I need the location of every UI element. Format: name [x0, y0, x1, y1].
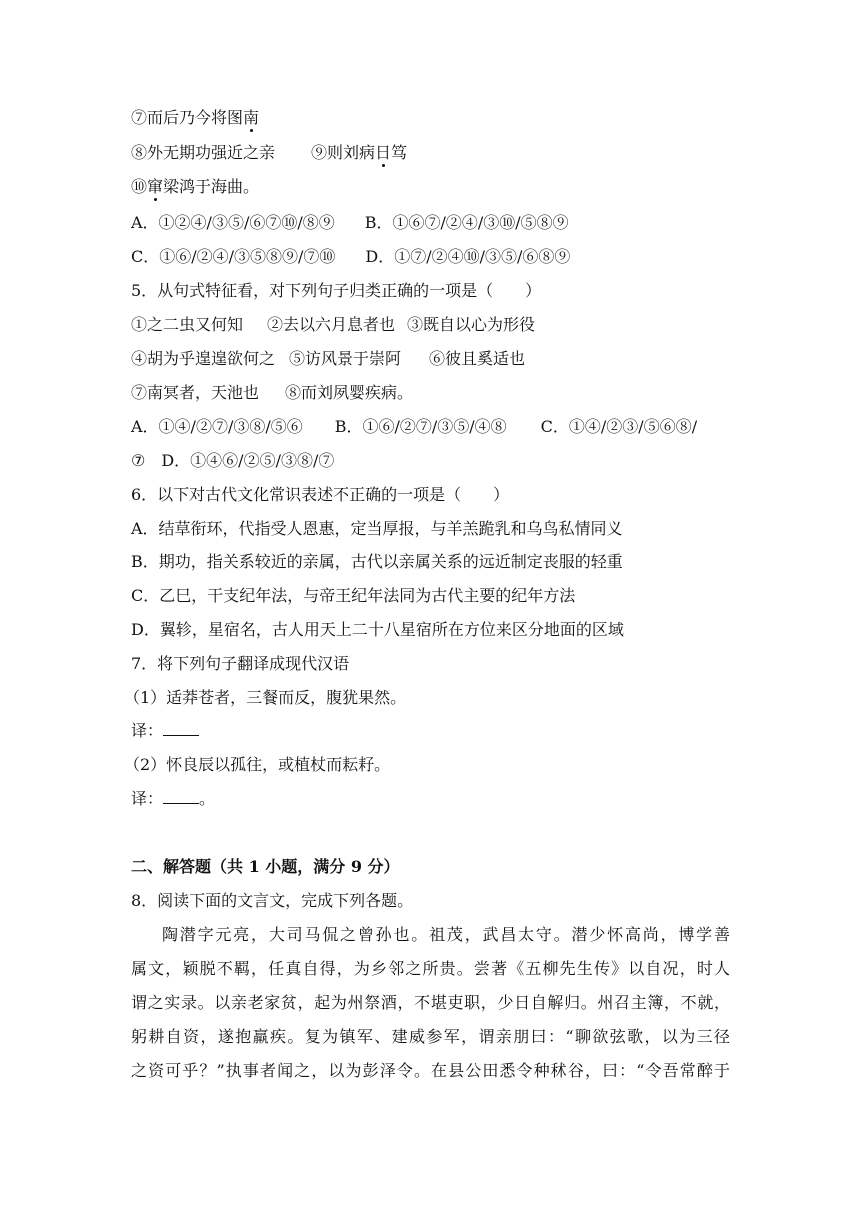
sentence-10-text: 梁鸿于海曲。 [163, 177, 260, 196]
q6-option-c: C．乙巳，干支纪年法，与帝王纪年法同为古代主要的纪年方法 [131, 586, 576, 605]
sentence-7-text: ⑦而后乃今将图 [131, 108, 244, 127]
section-2-heading: 二、解答题（共 1 小题，满分 9 分） [131, 857, 400, 876]
q5-sentence-3: ③既自以心为形役 [407, 315, 536, 334]
q5-sentences-row-2 [131, 348, 525, 370]
q6-option-a: A．结草衔环，代指受人恩惠，定当厚报，与羊羔跪乳和乌鸟私情同义 [131, 519, 623, 538]
answer-blank[interactable] [163, 789, 199, 804]
sentence-9-text: ⑨则刘病 [311, 143, 376, 162]
q4-option-a: A．①②④/③⑤/⑥⑦⑩/⑧⑨ [131, 213, 335, 232]
q5-options-abc [131, 416, 697, 438]
q5-option-d: D．①④⑥/②⑤/③⑧/⑦ [161, 451, 335, 470]
q5-options-d [131, 450, 334, 472]
q7-translation-1 [131, 720, 199, 742]
q5-sentence-1: ①之二虫又何知 [131, 315, 244, 334]
q5-sentence-6: ⑥彼且奚适也 [429, 349, 526, 368]
q4-option-b: B．①⑥⑦/②④/③⑩/⑤⑧⑨ [364, 213, 569, 232]
option-line-7 [131, 107, 259, 129]
q5-sentence-5: ⑤访风景于崇阿 [289, 349, 402, 368]
passage-line-1: 陶潜字元亮，大司马侃之曾孙也。祖茂，武昌太守。潜少怀高尚，博学善 [162, 925, 730, 944]
answer-blank[interactable] [163, 721, 199, 736]
q5-option-a: A．①④/②⑦/③⑧/⑤⑥ [131, 417, 303, 436]
q5-sentence-2: ②去以六月息者也 [267, 315, 396, 334]
q7-sentence-2: （2）怀良辰以孤往，或植杖而耘耔。 [124, 755, 391, 774]
q7-stem: 7．将下列句子翻译成现代汉语 [131, 654, 350, 673]
sentence-10-number: ⑩ [131, 177, 148, 196]
q5-stem: 5．从句式特征看，对下列句子归类正确的一项是（ ） [131, 281, 542, 300]
q6-option-d: D．翼轸，星宿名，古人用天上二十八星宿所在方位来区分地面的区域 [131, 620, 624, 639]
translation-label: 译： [131, 721, 164, 740]
emphasized-char: 窜 [147, 177, 164, 196]
q5-option-c: C．①④/②③/⑤⑥⑧/ [540, 417, 698, 436]
sentence-8-text: ⑧外无期功强近之亲 [131, 143, 276, 162]
q5-option-c-continued: ⑦ [131, 451, 146, 470]
option-line-8-9 [131, 142, 407, 164]
passage-line-3: 谓之实录。以亲老家贫，起为州祭酒，不堪吏职，少日自解归。州召主簿，不就， [131, 993, 730, 1012]
q5-sentence-4: ④胡为乎遑遑欲何之 [131, 349, 276, 368]
q5-sentence-8: ⑧而刘夙婴疾病。 [285, 383, 414, 402]
q4-option-d: D．①⑦/②④⑩/③⑤/⑥⑧⑨ [365, 247, 571, 266]
passage-line-4: 躬耕自资，遂抱羸疾。复为镇军、建威参军，谓亲朋曰：“聊欲弦歌，以为三径 [131, 1027, 730, 1046]
q8-stem: 8．阅读下面的文言文，完成下列各题。 [131, 891, 414, 910]
translation-label: 译： [131, 789, 164, 808]
q5-sentences-row-3 [131, 382, 413, 404]
q6-option-b: B．期功，指关系较近的亲属，古代以亲属关系的远近制定丧服的轻重 [131, 552, 623, 571]
q5-sentences-row-1 [131, 314, 535, 336]
q4-options-ab [131, 212, 569, 234]
q6-stem: 6．以下对古代文化常识表述不正确的一项是（ ） [131, 485, 510, 504]
emphasized-char: 南 [243, 108, 260, 127]
q7-sentence-1: （1）适莽苍者，三餐而反，腹犹果然。 [124, 688, 407, 707]
sentence-9-text-end: 笃 [391, 143, 408, 162]
option-line-10 [131, 176, 259, 198]
q7-translation-2 [131, 788, 215, 810]
q5-option-b: B．①⑥/②⑦/③⑤/④⑧ [334, 417, 507, 436]
passage-line-2: 属文，颖脱不羁，任真自得，为乡邻之所贵。尝著《五柳先生传》以自况，时人 [131, 959, 730, 978]
q5-sentence-7: ⑦南冥者，天池也 [131, 383, 260, 402]
translation-period: 。 [199, 789, 216, 808]
passage-line-5: 之资可乎？”执事者闻之，以为彭泽令。在县公田悉令种秫谷，曰：“令吾常醉于 [131, 1061, 730, 1080]
emphasized-char: 日 [375, 143, 392, 162]
q4-option-c: C．①⑥/②④/③⑤⑧⑨/⑦⑩ [131, 247, 336, 266]
q4-options-cd [131, 246, 570, 268]
